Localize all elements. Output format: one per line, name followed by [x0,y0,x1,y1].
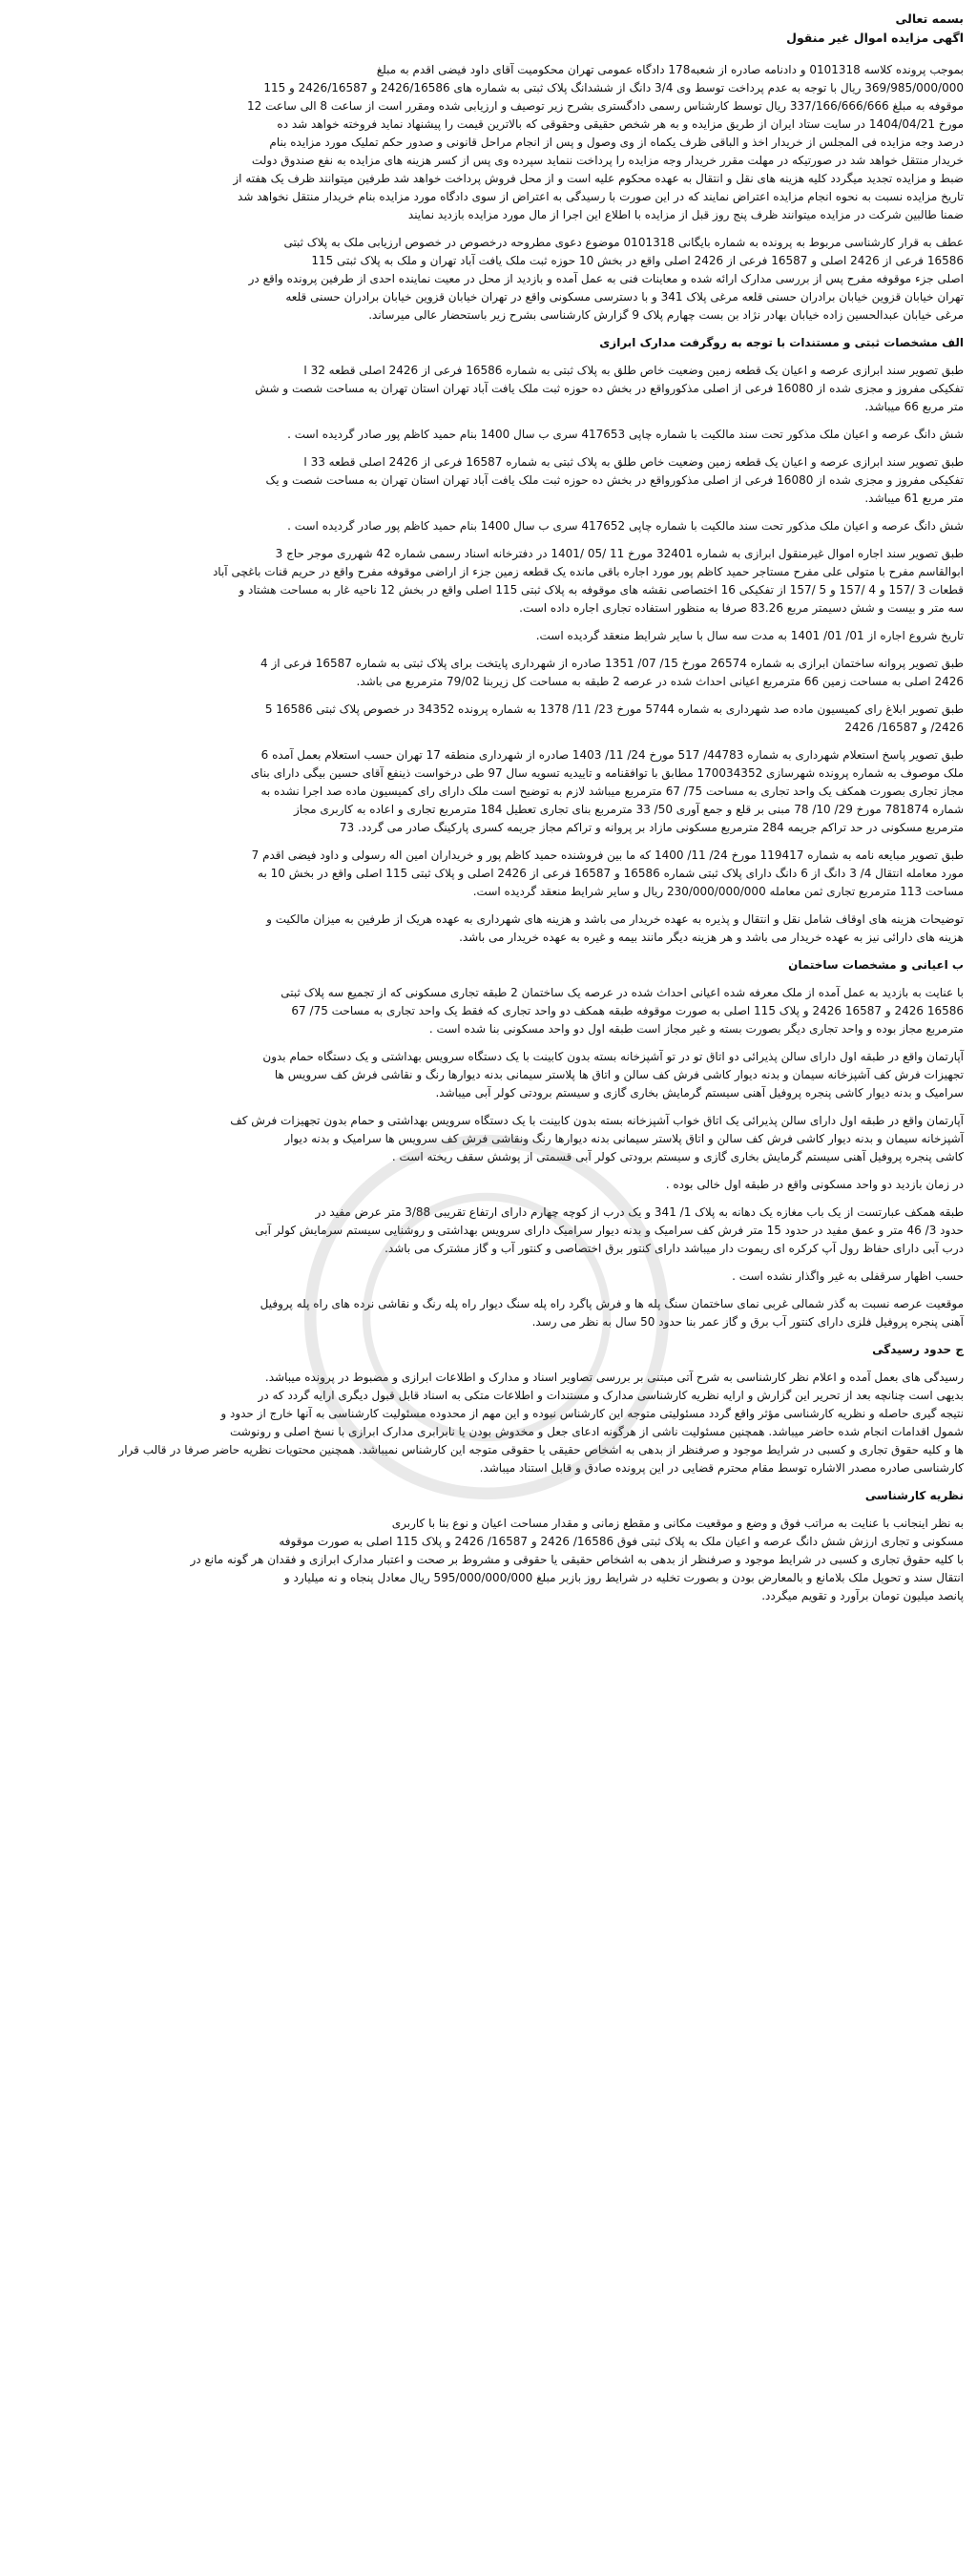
paragraph [13,1204,964,1258]
text-line: حدود 3/ 46 متر و عمق مفید در حدود 15 متر فرش کف سرامیک و بدنه دیوار سرامیک دارای سرویس بهداشتی و روشنایی سیستم سرمایش کولر آبی [255,1224,964,1237]
paragraph [13,1112,964,1166]
text-line: آپارتمان واقع در طبقه اول دارای سالن پذیرائی یک اتاق خواب آشپزخانه بسته بدون کابینت با یک دستگاه سرویس بهداشتی و حمام بدون تجهیزات فرش کف [230,1114,964,1127]
text-line: هزینه های دارائی نیز به عهده خریدار می باشد و هر هزینه دیگر مانند بیمه و غیره به عهده خریدار می باشد. [459,931,964,944]
paragraph [13,453,964,508]
text-line: انتقال سند و تحویل ملک بلامانع و بالمعارض بودن و بصورت تخلیه در شرایط روز بازبر مبلغ 595/000/000/000 ریال معادل پنجاه و نه میلیارد و [283,1571,964,1584]
paragraph [13,517,964,535]
text-line: مساحت 113 مترمربع تجاری ثمن معامله 230/000/000/000 ریال و سایر شرایط منعقد گردیده است. [472,885,964,898]
text-line: شماره 781874 مورخ 29/ 10/ 78 مبنی بر قلع و جمع آوری 50/ 33 مترمربع بنای تجاری تعطیل 184 مترمربع تجاری و اعاده به کاربری مجاز [293,803,964,816]
text-line: متر مربع 66 میباشد. [864,400,964,413]
paragraph [13,362,964,416]
text-line: خریدار منتقل خواهد شد در صورتیکه در مهلت مقرر خریدار وجه مزایده را پرداخت ننماید سپرده وی پس از کسر هزینه های مزایده به نفع صندوق دولت [251,154,964,167]
text-line: مورد معامله انتقال 4/ 3 دانگ از 6 دانگ دارای پلاک ثبتی شماره 16586 و 16587 فرعی از 2426 اصلی و پلاک ثبتی 115 اصلی واقع در بخش 10 به [258,867,964,880]
text-line: مسکونی و تجاری ارزش شش دانگ عرصه و اعیان ملک به پلاک ثبتی فوق 16586/ 2426 و 16587/ 2426 و پلاک 115 اصلی به صورت موقوفه [279,1535,964,1548]
paragraph [13,746,964,837]
paragraph [13,545,964,618]
text-line: آهنی پنجره پروفیل فلزی دارای کنتور آب برق و گاز عمر بنا حدود 50 سال به نظر می رسد. [531,1315,964,1329]
text-line: با کلیه حقوق تجاری و کسبی در شرایط موجود و صرفنظر از بدهی به اشخاص حقیقی یا حقوقی و مشروط بر صحت و اعتبار مدارک ابرازی و فقدان هر گونه مانع در [190,1553,964,1566]
paragraph [13,1176,964,1194]
paragraph [13,701,964,737]
paragraph [13,847,964,901]
text-line: کارشناسی صادره مصدر الاشاره توسط مقام محترم قضایی در این پرونده صادق و قابل استناد میباشد. [479,1461,964,1475]
text-line: ضبط و مزایده تجدید میگردد کلیه هزینه های نقل و انتقال به عهده محکوم علیه است و از محل فروش پرداخت خواهد شد طرفین میتوانند ظرف یک هفته از [233,172,964,185]
text-line: اصلی جزء موقوفه مفرح پس از بررسی مدارک ارائه شده و معاینات فنی به عمل آمده و بازدید از محل در معیت نماینده احدی از طرفین پرونده واقع در [248,272,964,285]
text-line: طبقه همکف عبارتست از یک باب مغازه یک دهانه به پلاک 1/ 341 و یک درب از کوچه چهارم دارای ارتفاع تقریبی 3/88 متر عرض مفید در [315,1205,964,1219]
text-line: بموجب پرونده کلاسه 0101318 و دادنامه صادره از شعبه178 دادگاه عمومی تهران محکومیت آقای داود فیضی اقدم به مبلغ [376,63,964,76]
text-line: شش دانگ عرصه و اعیان ملک مذکور تحت سند مالکیت با شماره چاپی 417652 سری ب سال 1400 بنام حمید کاظم پور صادر گردیده است . [287,519,964,533]
text-line: نتیجه گیری حاصله و نظریه کارشناسی مؤثر واقع گردد مسئولیتی متوجه این کارشناس نبوده و این مهم از محدوده مسئولیت کارشناسی به آنها خارج از حدود و [220,1407,964,1420]
text-line: طبق تصویر سند ابرازی عرصه و اعیان یک قطعه زمین وضعیت خاص طلق به پلاک ثبتی به شماره 16586 فرعی از 2426 اصلی قطعه 32 ا [303,364,964,377]
text-line: ضمنا طالبین شرکت در مزایده میتوانند ظرف پنج روز قبل از مزایده با اطلاع این اجرا از مال مورد مزایده بازدید نمایند [407,208,964,221]
text-line: سه متر و بیست و شش دسیمتر مربع 83.26 صرفا به منظور استفاده تجاری اجاره داده است. [519,601,964,615]
text-line: مترمربع مسکونی در حد تراکم جریمه 284 مترمربع مسکونی مازاد بر پروانه و تراکم مجاز جریمه کسری پارکینگ صادر می گردد. 73 [339,821,964,834]
text-line: طبق تصویر سند ابرازی عرصه و اعیان یک قطعه زمین وضعیت خاص طلق به پلاک ثبتی به شماره 16587 فرعی از 2426 اصلی قطعه 33 ا [303,455,964,469]
paragraph [13,984,964,1038]
text-line: تهران خیابان قزوین خیابان برادران حسنی قلعه مرغی پلاک 341 و با دسترسی مسکونی واقع در تهران خیابان قزوین خیابان برادران حسنی قلعه [285,290,964,304]
text-line: در زمان بازدید دو واحد مسکونی واقع در طبقه اول خالی بوده . [665,1178,964,1191]
text-line: قطعات 3 /157 و 4 /157 و 5 /157 از تفکیکی 16 اختصاصی نقشه های موقوفه به پلاک ثبتی 115 اصلی واقع در بخش 12 ناحیه غار به مساحت هشتاد و [239,583,964,597]
paragraph [13,655,964,691]
text-line: مجاز تجاری بصورت همکف یک واحد تجاری به مساحت 75/ 67 مترمربع میباشد لازم به توضیح است ملک دارای رای کمیسیون ماده صد اجرا نشده به [260,785,964,798]
text-line: 2426 اصلی به مساحت زمین 66 مترمربع اعیانی احداث شده در عرصه 2 طبقه به مساحت کل زیربنا 79/02 مترمربع می باشد. [356,675,964,688]
paragraph [13,426,964,444]
section-heading [13,1487,964,1505]
text-line: تجهیزات فرش کف آشپزخانه سیمان و بدنه دیوار کاشی فرش کف سالن و اتاق ها پلاستر سیمانی بدنه دیوارها رنگ و نقاشی فرش کف سرویس ها [274,1068,964,1081]
text-line: تاریخ شروع اجاره از 01/ 01/ 1401 به مدت سه سال با سایر شرایط منعقد گردیده است. [535,629,964,642]
text-line: طبق تصویر سند اجاره اموال غیرمنقول ابرازی به شماره 32401 مورخ 11 /05 /1401 در دفترخانه اسناد رسمی شماره 42 شهرری موجر حاج 3 [275,547,964,560]
heading-line: الف مشخصات ثبتی و مستندات با توجه به روگرفت مدارک ابرازی [599,336,964,349]
text-line: پانصد میلیون تومان برآورد و تقویم میگردد. [761,1589,964,1602]
text-line: به نظر اینجانب با عنایت به مراتب فوق و وضع و موقعیت مکانی و مقطع زمانی و مقدار مساحت اعیان و نوع بنا با کاربری [391,1517,964,1530]
document-title: اگهی مزایده اموال غیر منقول [786,31,964,45]
text-line: رسیدگی های بعمل آمده و اعلام نظر کارشناسی به شرح آتی مبتنی بر بررسی تصاویر اسناد و مدارک و اطلاعات ابرازی و مضبوط در پرونده میباشد. [264,1371,964,1384]
text-line: مورخ 1404/04/21 در سایت ستاد ایران از طریق مزایده و به هر شخص حقیقی وحقوقی که بالاترین قیمت را پیشنهاد نماید فروخته خواهد شد ده [277,117,964,131]
paragraph [13,1515,964,1605]
text-line: موقوفه به مبلغ 337/166/666/666 ریال توسط کارشناس رسمی دادگستری بشرح زیر توصیف و ارزیابی شده ومقرر است از ساعت 8 الی ساعت 12 [247,99,964,113]
text-line: 16586 2426 و 16587 2426 و پلاک 115 اصلی به صورت موقوفه طبقه همکف دو واحد تجاری که فقط یک واحد تجاری به مساحت 75/ 67 [291,1004,964,1017]
text-line: موقعیت عرصه نسبت به گذر شمالی غربی نمای ساختمان سنگ پله ها و فرش پاگرد راه پله سنگ دیوار راه پله رنگ و نقاشی نرده های راه پله پروفیل [260,1297,964,1310]
text-line: 16586 فرعی از 2426 اصلی و 16587 فرعی از 2426 اصلی واقع در بخش 10 حوزه ثبت ملک یافت آباد تهران و ملک به پلاک ثبتی 115 [311,254,964,267]
text-line: درب آبی دارای حفاظ رول آپ کرکره ای ریموت دار میباشد دارای کنتور برق اختصاصی و کنتور آب و گاز مشترک می باشد. [385,1242,964,1255]
text-line: سرامیک و بدنه دیوار کاشی پنجره پروفیل آهنی سیستم گرمایش بخاری گازی و سیستم برودتی کولر آبی میباشد. [435,1086,964,1100]
paragraph [13,1295,964,1331]
text-line: ها و کلیه حقوق تجاری و کسبی در شرایط موجود و صرفنظر از بدهی به اشخاص حقیقی یا حقوقی متوجه این کارشناس نمیباشد. همچنین محتویات نظریه حاضر صرفا در قالب قرار [118,1443,964,1456]
text-line: ملک موصوف به شماره پرونده شهرسازی 170034352 مطابق با توافقنامه و تاییدیه تسویه سال 97 طی درخواست ذینفع آقای حسین بیگی دارای بنای [250,766,964,780]
text-line: توضیحات هزینه های اوقاف شامل نقل و انتقال و پذیره به عهده خریدار می باشد و هزینه های شهرداری به عهده هریک از طرفین به میزان مالکیت و [266,912,964,926]
text-line: تاریخ مزایده نسبت به نحوه انجام مزایده اعتراض نمایند که در این صورت با رسیدگی به اعتراض از سوی دادگاه مورد مزایده بنام خریدار منتقل نخواهد شد [238,190,964,203]
paragraph [13,1369,964,1477]
text-line: آپارتمان واقع در طبقه اول دارای سالن پذیرائی دو اتاق تو در تو آشپزخانه بسته بدون کابینت با یک دستگاه سرویس بهداشتی و یک دستگاه حمام بدون [262,1050,964,1063]
text-line: مترمربع مجاز بوده و واحد تجاری دیگر بصورت بسته و غیر مجاز است طبقه اول دو واحد مسکونی بنا شده است . [428,1022,964,1036]
paragraph [13,627,964,645]
heading-line: نظریه کارشناسی [864,1489,964,1502]
text-line: طبق تصویر پروانه ساختمان ابرازی به شماره 26574 مورخ 15/ 07/ 1351 صادره از شهرداری پایتخت برای پلاک ثبتی به شماره 16587 فرعی از 4 [260,657,964,670]
text-line: طبق تصویر ابلاغ رای کمیسیون ماده صد شهرداری به شماره 5744 مورخ 23/ 11/ 1378 به شماره پرونده 34352 در خصوص پلاک ثبتی 16586 5 [264,702,964,716]
text-line: آشپزخانه سیمان و بدنه دیوار کاشی فرش کف سالن و اتاق پلاستر سیمانی بدنه دیوارها رنگ ونقاشی فرش کف سرویس ها سرامیک و بدنه دیوار [284,1132,964,1145]
text-line: بدیهی است چنانچه بعد از تحریر این گزارش و ارایه نظریه کارشناسی مدارک و مستندات و اطلاعات متکی به اسناد قابل قبول دیگری ارایه گردد که در [258,1389,964,1402]
text-line: ابوالقاسم مفرح با متولی علی مفرح مستاجر حمید کاظم پور مورد اجاره باقی مانده یک قطعه زمین جزء از اراضی موقوفه مفرح واقع در حریم قنات باغچی آباد [212,565,964,578]
paragraph [13,911,964,947]
section-heading [13,956,964,974]
paragraph [13,1048,964,1102]
text-line: مرغی خیابان عبدالحسین زاده خیابان بهادر نژاد بن بست چهارم پلاک 9 گزارش کارشناسی بشرح زیر باستحضار عالی میرساند. [368,308,964,322]
text-line: کاشی پنجره پروفیل آهنی سیستم گرمایش بخاری گازی و سیستم برودتی کولر آبی قسمتی از پوشش سقف ریخته است . [391,1150,964,1163]
section-heading [13,334,964,352]
text-line: 369/985/000/000 ریال با توجه به عدم پرداخت توسط وی 3/4 دانگ از ششدانگ پلاک ثبتی به شماره های 2426/16586 و 2426/16587 و 115 [263,81,964,94]
text-line: تفکیکی مفروز و مجزی شده از 16080 فرعی از اصلی مذکورواقع در بخش ده حوزه ثبت ملک یافت آباد تهران استان تهران به مساحت شصت و شش [255,382,964,395]
section-heading [13,1341,964,1359]
text-line: درصد وجه مزایده فی المجلس از خریدار اخذ و الباقی ظرف یکماه از وی وصول و پس از انجام مراحل قانونی و صدور حکم تملیک مورد مزایده بنام [269,136,964,149]
text-line: طبق تصویر مبایعه نامه به شماره 119417 مورخ 24/ 11/ 1400 که ما بین فروشنده حمید کاظم پور و خریداران امین اله رسولی و داود فیضی اقدم 7 [251,848,964,862]
text-line: شمول اقدامات انجام شده حاضر میباشد. همچنین مسئولیت ناشی از هرگونه ادعای جعل و مخدوش بودن یا نابرابری مدارک ابرازی با نسخ اصلی و رونوشت [230,1425,964,1438]
text-line: عطف به قرار کارشناسی مربوط به پرونده به شماره بایگانی 0101318 موضوع دعوی مطروحه درخصوص در خصوص ارزیابی ملک به پلاک ثبتی [283,236,964,249]
heading-line: ج حدود رسیدگی [872,1343,964,1356]
paragraph [13,61,964,224]
text-line: شش دانگ عرصه و اعیان ملک مذکور تحت سند مالکیت با شماره چاپی 417653 سری ب سال 1400 بنام حمید کاظم پور صادر گردیده است . [287,428,964,441]
document-invocation: بسمه تعالی [895,11,964,26]
text-line: متر مربع 61 میباشد. [864,492,964,505]
text-line: با عنایت به بازدید به عمل آمده از ملک معرفه شده اعیانی احداث شده در عرصه یک ساختمان 2 طبقه تجاری مسکونی که از تجمیع سه پلاک ثبتی [281,986,964,999]
text-line: 2426/ و 16587/ 2426 [844,721,964,734]
paragraph [13,1267,964,1286]
heading-line: ب اعیانی و مشخصات ساختمان [788,958,964,972]
text-line: تفکیکی مفروز و مجزی شده از 16080 فرعی از اصلی مذکورواقع در بخش ده حوزه ثبت ملک یافت آباد تهران استان تهران به مساحت شصت و یک [265,473,964,487]
text-line: طبق تصویر پاسخ استعلام شهرداری به شماره 44783/ 517 مورخ 24/ 11/ 1403 صادره از شهرداری منطقه 17 تهران حسب استعلام بعمل آمده 6 [260,748,964,762]
paragraph [13,234,964,325]
text-line: حسب اظهار سرقفلی به غیر واگذار نشده است . [732,1269,964,1283]
